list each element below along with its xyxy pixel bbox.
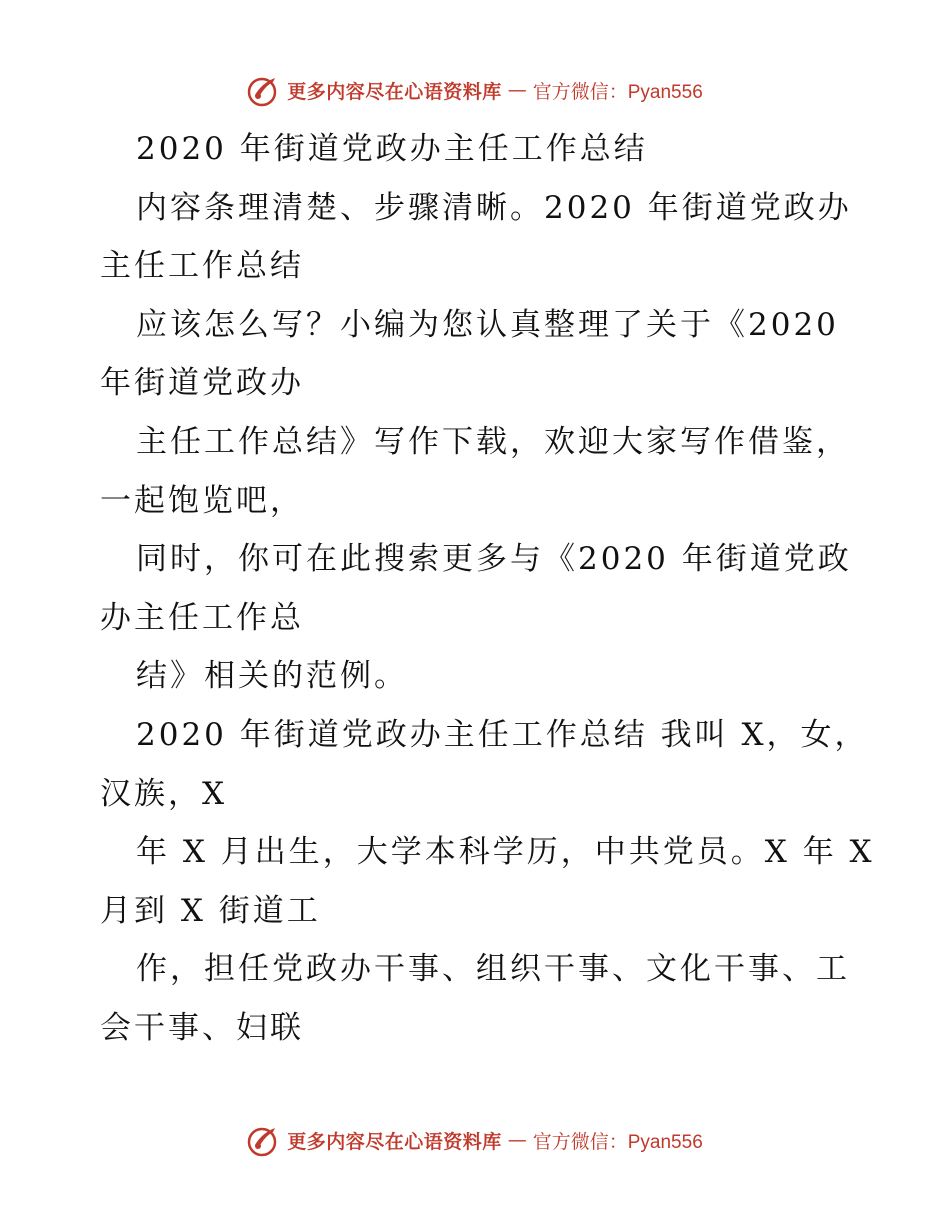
banner-text: 更多内容尽在心语资料库 — [287, 1130, 502, 1153]
text-line: 应该怎么写？小编为您认真整理了关于《2020 — [136, 306, 839, 343]
header-banner — [0, 70, 950, 110]
text-line: 主任工作总结》写作下载，欢迎大家写作借鉴， — [136, 423, 850, 460]
text-line: 2020 年街道党政办主任工作总结 — [136, 131, 648, 167]
text-line: 一起饱览吧， — [100, 482, 304, 519]
text-line: 主任工作总结 — [100, 248, 304, 285]
text-line: 内容条理清楚、步骤清晰。2020 年街道党政办 — [136, 189, 852, 226]
brand-logo-icon — [247, 1123, 281, 1157]
banner-dash: — — [507, 79, 527, 101]
brand-logo-icon — [247, 73, 281, 107]
text-line: 办主任工作总 — [100, 599, 304, 636]
text-line: 同时，你可在此搜索更多与《2020 年街道党政 — [136, 541, 852, 578]
text-line: 会干事、妇联 — [100, 1009, 304, 1046]
text-line: 结》相关的范例。 — [136, 658, 408, 695]
banner-wechat: 官方微信：Pyan556 — [532, 81, 703, 103]
document-body — [100, 120, 875, 1058]
footer-banner — [0, 1120, 950, 1160]
banner-text: 更多内容尽在心语资料库 — [287, 80, 502, 103]
banner-wechat: 官方微信：Pyan556 — [532, 1131, 703, 1153]
text-line: 汉族，X — [100, 775, 228, 812]
text-line: 年街道党政办 — [100, 365, 304, 402]
banner-dash: — — [507, 1129, 527, 1151]
text-line: 年 X 月出生，大学本科学历，中共党员。X 年 X — [136, 834, 875, 871]
text-line: 2020 年街道党政办主任工作总结 我叫 X，女， — [136, 716, 869, 753]
text-line: 作，担任党政办干事、组织干事、文化干事、工 — [136, 951, 850, 988]
text-line: 月到 X 街道工 — [100, 892, 321, 929]
